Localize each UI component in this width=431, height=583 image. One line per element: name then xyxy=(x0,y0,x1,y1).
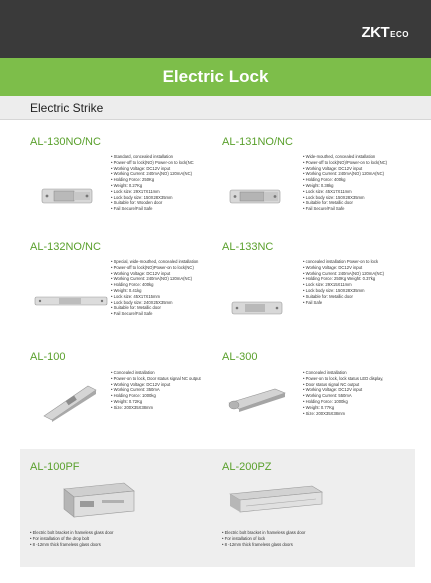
spec-list xyxy=(111,370,201,411)
spec-item: • Fail Secure/Fail Safe xyxy=(303,206,387,212)
spec-item: • Lock body size: 150X28X35mm xyxy=(111,195,194,201)
spec-item: • Working Voltage: DC12V input xyxy=(303,387,383,393)
electric-strike-image xyxy=(228,183,284,209)
spec-list xyxy=(111,154,194,212)
spec-item: • Standard, concealed installation xyxy=(111,154,194,160)
spec-item: • Holding Force: 1000kg xyxy=(303,399,383,405)
electric-strike-image xyxy=(40,183,96,209)
spec-item: • Working Voltage: DC12V input xyxy=(303,166,387,172)
top-bar xyxy=(0,0,431,58)
spec-item: • Special, wide-mouthed, concealed installation xyxy=(111,259,198,265)
spec-list xyxy=(222,530,305,547)
spec-item: • Working Voltage: DC12V input xyxy=(111,382,201,388)
spec-item: • Power-off to lock(NO)Power-on to lock(NC) xyxy=(111,265,198,271)
spec-item: • Holding Force: 400kg xyxy=(303,177,387,183)
spec-item: • Power-on to lock, Door status signal NC output xyxy=(111,376,201,382)
spec-item: • concealed installation Power-on to lock xyxy=(303,259,384,265)
spec-item: • 8 -12mm thick frameless glass doors xyxy=(30,542,113,548)
product-model-al-131: AL-131NO/NC xyxy=(222,136,293,148)
spec-item: • Weight: 0.41kg xyxy=(111,288,198,294)
spec-item: • Suitable for: Metallic door xyxy=(303,294,384,300)
product-model-al-130: AL-130NO/NC xyxy=(30,136,101,148)
spec-item: • Weight: 0.27Kg xyxy=(111,183,194,189)
spec-item: • Weight: 0.38kg xyxy=(303,183,387,189)
spec-item: • Electric bolt bracket in frameless glass door xyxy=(222,530,305,536)
spec-item: • Suitable for: Metallic door xyxy=(303,200,387,206)
spec-item: • Working Voltage: DC12V input xyxy=(303,265,384,271)
spec-item: • Wide-mouthed, concealed installation xyxy=(303,154,387,160)
spec-item: • Holding Force: 400kg xyxy=(111,282,198,288)
banner-title: Electric Lock xyxy=(162,67,269,86)
spec-item: • Power-off to lock(NO)/Power-on to lock(NC) xyxy=(303,160,387,166)
glass-door-bracket-image xyxy=(58,479,138,521)
spec-item: • Lock size: 29X17X11mm xyxy=(111,189,194,195)
spec-item: • Working Current: 240mA(NO) 120mA(NC) xyxy=(111,171,194,177)
spec-item: • Lock size: 29X15X11mm xyxy=(303,282,384,288)
spec-item: • Door status signal NC output xyxy=(303,382,383,388)
spec-item: • Size: 200X35X38mm xyxy=(303,411,383,417)
spec-item: • Holding Force: 250Kg xyxy=(111,177,194,183)
electric-bolt-image xyxy=(225,385,289,413)
product-model-al-100pf: AL-100PF xyxy=(30,461,80,473)
glass-door-bracket-image xyxy=(226,482,326,518)
spec-item: • Concealed installation xyxy=(111,370,201,376)
brand-name: ZKT xyxy=(361,24,390,41)
spec-item: • Suitable for: Metallic door xyxy=(111,305,198,311)
product-model-al-200pz: AL-200PZ xyxy=(222,461,272,473)
electric-bolt-image xyxy=(40,380,102,422)
spec-item: • For installation of lock xyxy=(222,536,305,542)
spec-item: • Concealed installation xyxy=(303,370,383,376)
spec-list xyxy=(111,259,198,317)
spec-item: • Size: 200X35X38mm xyxy=(111,405,201,411)
spec-item: • Holding Force: 250Kg Weight: 0.37kg xyxy=(303,276,384,282)
product-model-al-300: AL-300 xyxy=(222,351,258,363)
spec-item: • Electric bolt bracket in frameless glass door xyxy=(30,530,113,536)
spec-item: • Working Current: 240mA(NO) 120mA(NC) xyxy=(303,171,387,177)
spec-item: • Fail Secure/Fail Safe xyxy=(111,206,194,212)
product-model-al-132: AL-132NO/NC xyxy=(30,241,101,253)
section-title-text: Electric Strike xyxy=(30,101,104,115)
spec-item: • Lock size: 45X17X15mm xyxy=(111,294,198,300)
spec-list xyxy=(303,370,383,416)
spec-item: • Suitable for: Wooden door xyxy=(111,200,194,206)
spec-item: • Working Current: 550mA xyxy=(303,393,383,399)
electric-strike-image xyxy=(33,294,109,308)
spec-item: • Working Current: 240mA(NO) 120mA(NC) xyxy=(111,276,198,282)
product-model-al-100: AL-100 xyxy=(30,351,66,363)
spec-item: • Power-on to lock, lock status LED display, xyxy=(303,376,383,382)
spec-item: • Lock body size: 150X28X35mm xyxy=(303,195,387,201)
spec-item: • For installation of the drop bolt xyxy=(30,536,113,542)
spec-item: • Fail Secure/Fail Safe xyxy=(111,311,198,317)
spec-item: • Working Current: 350mA xyxy=(111,387,201,393)
page-banner xyxy=(0,58,431,96)
spec-list xyxy=(30,530,113,547)
section-title xyxy=(0,96,431,120)
spec-item: • Weight: 0.72Kg xyxy=(111,399,201,405)
zkteco-logo xyxy=(361,24,409,41)
spec-list xyxy=(303,259,384,305)
spec-item: • Lock size: 45X17X11mm xyxy=(303,189,387,195)
spec-list xyxy=(303,154,387,212)
spec-item: • Fail Safe xyxy=(303,300,384,306)
brand-suffix: ECO xyxy=(390,30,409,39)
spec-item: • Lock body size: 150X28X35mm xyxy=(303,288,384,294)
spec-item: • Weight: 0.77Kg xyxy=(303,405,383,411)
spec-item: • Working Current: 240mA(NO) 120mA(NC) xyxy=(303,271,384,277)
electric-strike-image xyxy=(230,297,286,319)
spec-item: • Working Voltage: DC12V input xyxy=(111,271,198,277)
product-model-al-133: AL-133NC xyxy=(222,241,274,253)
spec-item: • Lock body size: 240X25X35mm xyxy=(111,300,198,306)
spec-item: • Power-off to lock(NO) Power-on to lock(NC xyxy=(111,160,194,166)
spec-item: • 8 -12mm thick frameless glass doors xyxy=(222,542,305,548)
spec-item: • Holding Force: 1000kg xyxy=(111,393,201,399)
spec-item: • Working Voltage: DC12V input xyxy=(111,166,194,172)
